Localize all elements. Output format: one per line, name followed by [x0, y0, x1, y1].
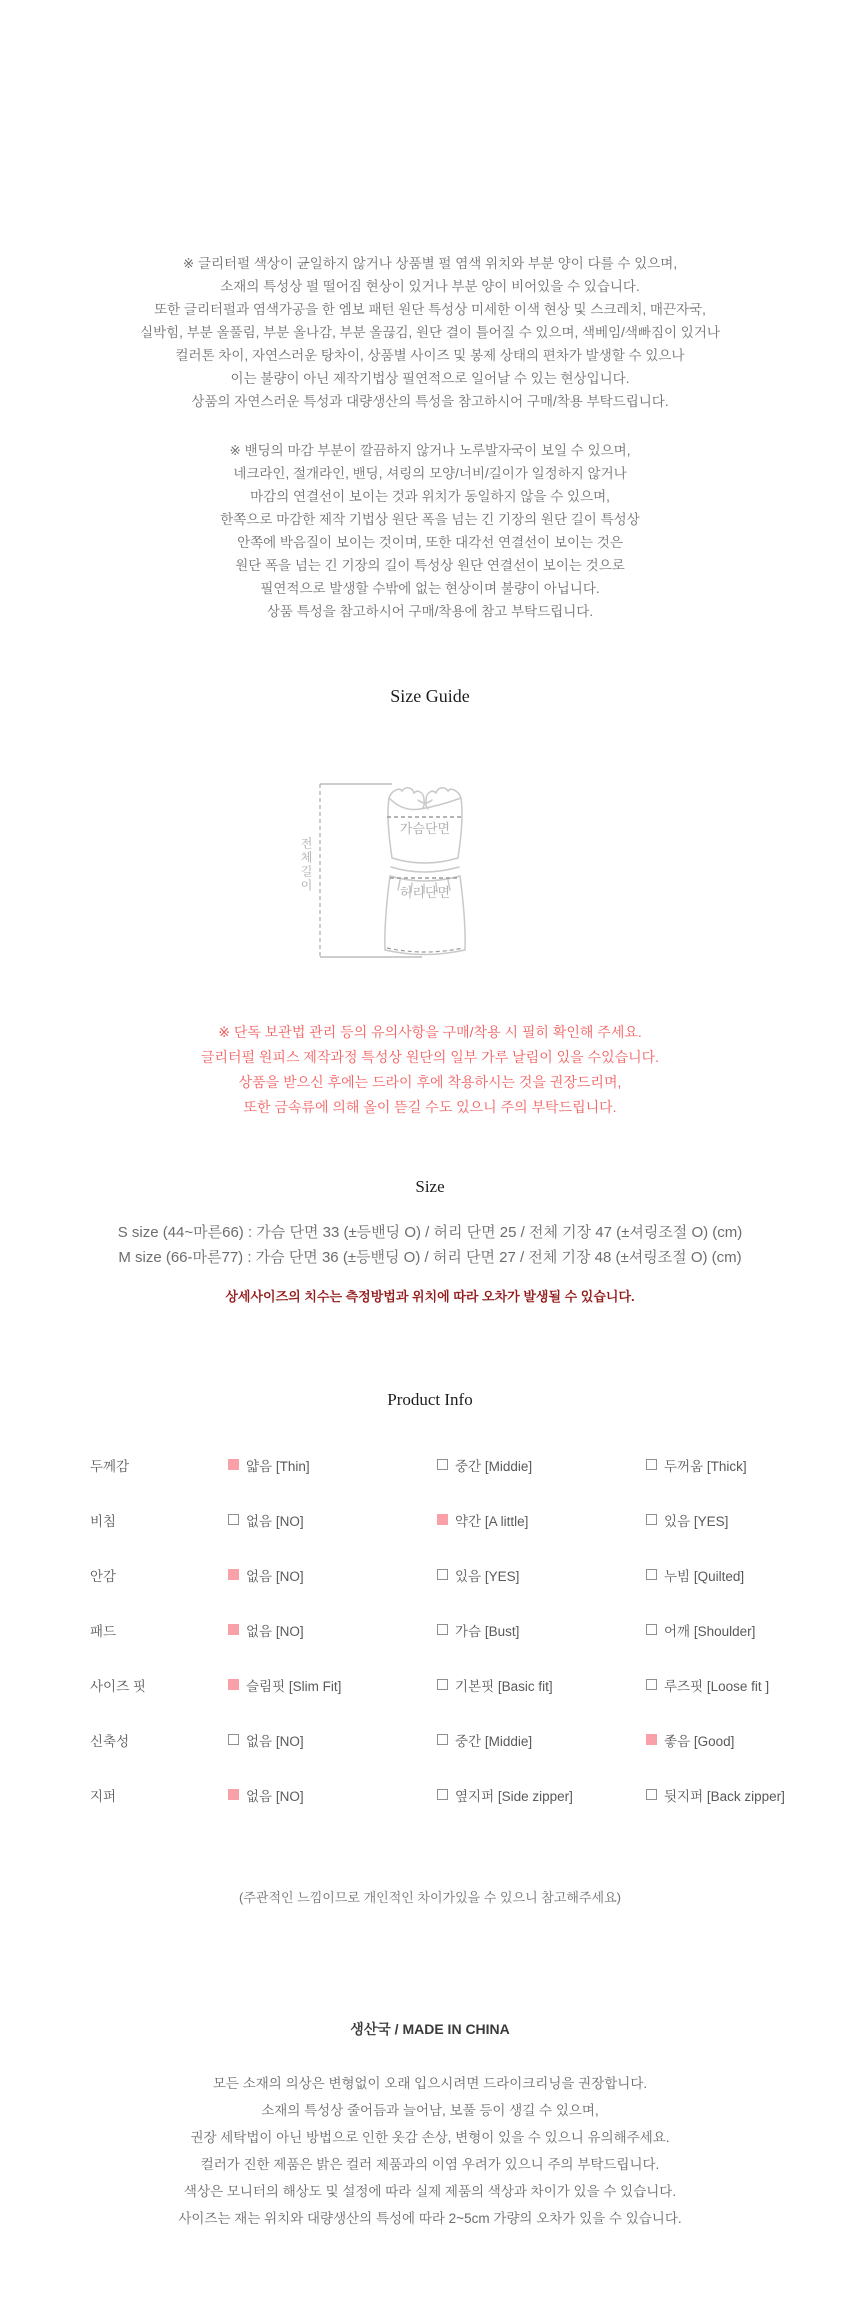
option-cell	[646, 1510, 860, 1530]
care-footer-line: 색상은 모니터의 해상도 및 설정에 따라 실제 제품의 색상과 차이가 있을 수 있습니다.	[183, 2184, 677, 2199]
table-row	[90, 1437, 860, 1492]
checkbox-icon	[228, 1734, 239, 1745]
notice-line: 컬러톤 차이, 자연스러운 탕차이, 상품별 사이즈 및 봉제 상태의 편차가 발생할 수 있으나	[175, 348, 685, 363]
size-tolerance-warning: 상세사이즈의 치수는 측정방법과 위치에 따라 오차가 발생될 수 있습니다.	[225, 1289, 635, 1304]
notice-line: 이는 불량이 아닌 제작기법상 필연적으로 일어날 수 있는 현상입니다.	[230, 371, 630, 386]
option-cell	[646, 1620, 860, 1640]
checkbox-icon	[228, 1789, 239, 1800]
option-label: 누빔 [Quilted]	[664, 1568, 745, 1584]
option-label: 약간 [A little]	[455, 1513, 529, 1529]
option-cell	[646, 1455, 860, 1475]
option-label: 얇음 [Thin]	[246, 1458, 310, 1474]
checkbox-icon	[646, 1789, 657, 1800]
table-row	[90, 1712, 860, 1767]
option-cell	[228, 1730, 437, 1750]
option-cell	[228, 1565, 437, 1585]
dress-outline	[385, 788, 465, 955]
option-cell	[646, 1565, 860, 1585]
option-label: 뒷지퍼 [Back zipper]	[664, 1788, 785, 1804]
total-length-label: 전체길이	[299, 837, 313, 893]
size-spec-m: M size (66-마른77) : 가슴 단면 36 (±등밴딩 O) / 허리 단면 27 / 전체 기장 48 (±셔링조절 O) (cm)	[118, 1249, 742, 1266]
bust-label: 가슴단면	[399, 821, 451, 836]
row-label: 신축성	[90, 1733, 130, 1749]
row-label: 사이즈 핏	[90, 1678, 146, 1694]
option-cell	[437, 1620, 646, 1640]
table-row	[90, 1492, 860, 1547]
option-label: 기본핏 [Basic fit]	[455, 1678, 553, 1694]
option-label: 루즈핏 [Loose fit ]	[664, 1678, 770, 1694]
option-label: 중간 [Middie]	[455, 1733, 533, 1749]
notice-line: 또한 글리터펄과 염색가공을 한 엠보 패턴 원단 특성상 미세한 이색 현상 및 스크레치, 매끈자국,	[154, 302, 706, 317]
care-warning-line: ※ 단독 보관법 관리 등의 유의사항을 구매/착용 시 필히 확인해 주세요.	[218, 1024, 642, 1040]
notice-line: 원단 폭을 넘는 긴 기장의 길이 특성상 원단 연결선이 보이는 것으로	[235, 558, 625, 573]
care-footer-line: 권장 세탁법이 아닌 방법으로 인한 옷감 손상, 변형이 있을 수 있으니 유의해주세요.	[190, 2130, 670, 2145]
table-row	[90, 1602, 860, 1657]
option-label: 옆지퍼 [Side zipper]	[455, 1788, 573, 1804]
option-cell	[437, 1785, 646, 1805]
option-cell	[228, 1510, 437, 1530]
care-warning-line: 또한 금속류에 의해 올이 뜯길 수도 있으니 주의 부탁드립니다.	[243, 1099, 617, 1115]
dress-diagram-svg	[300, 777, 510, 962]
option-label: 없음 [NO]	[246, 1623, 304, 1639]
notice-line: ※ 글리터펄 색상이 균일하지 않거나 상품별 펄 염색 위치와 부분 양이 다를 수 있으며,	[182, 256, 678, 271]
care-warning	[0, 1020, 860, 1120]
product-info-title: Product Info	[387, 1390, 473, 1409]
checkbox-icon	[437, 1734, 448, 1745]
size-specs	[0, 1220, 860, 1270]
glitter-notice	[0, 0, 860, 413]
waist-label: 허리단면	[399, 885, 451, 900]
option-cell	[437, 1510, 646, 1530]
option-cell	[228, 1675, 437, 1695]
option-cell	[646, 1785, 860, 1805]
option-label: 없음 [NO]	[246, 1568, 304, 1584]
row-label: 두께감	[90, 1458, 130, 1474]
care-warning-line: 상품을 받으신 후에는 드라이 후에 착용하시는 것을 권장드리며,	[238, 1074, 622, 1090]
notice-line: 상품의 자연스러운 특성과 대량생산의 특성을 참고하시어 구매/착용 부탁드립니다.	[191, 394, 669, 409]
option-label: 중간 [Middie]	[455, 1458, 533, 1474]
size-guide-title: Size Guide	[390, 686, 470, 706]
origin-title: 생산국 / MADE IN CHINA	[350, 2021, 510, 2037]
row-label: 안감	[90, 1568, 117, 1584]
checkbox-icon	[437, 1624, 448, 1635]
checkbox-icon	[646, 1459, 657, 1470]
checkbox-icon	[437, 1514, 448, 1525]
product-info-table	[90, 1437, 860, 1822]
subjective-note: (주관적인 느낌이므로 개인적인 차이가있을 수 있으니 참고해주세요)	[239, 1890, 621, 1905]
option-cell	[437, 1455, 646, 1475]
option-label: 슬림핏 [Slim Fit]	[246, 1678, 342, 1694]
care-footer	[0, 2070, 860, 2317]
option-label: 없음 [NO]	[246, 1513, 304, 1529]
notice-line: 네크라인, 절개라인, 밴딩, 셔링의 모양/너비/길이가 일정하지 않거나	[233, 466, 627, 481]
checkbox-icon	[437, 1789, 448, 1800]
notice-line: 실박힘, 부분 올풀림, 부분 올나감, 부분 올끊김, 원단 결이 틀어질 수 있으며, 색베임/색빠짐이 있거나	[140, 325, 720, 340]
option-label: 어깨 [Shoulder]	[664, 1623, 756, 1639]
checkbox-icon	[646, 1624, 657, 1635]
hem-dash-line	[387, 948, 463, 952]
table-row	[90, 1657, 860, 1712]
care-footer-line: 모든 소재의 의상은 변형없이 오래 입으시려면 드라이크리닝을 권장합니다.	[212, 2076, 648, 2091]
option-cell	[437, 1675, 646, 1695]
option-label: 좋음 [Good]	[664, 1733, 735, 1749]
checkbox-icon	[228, 1624, 239, 1635]
option-label: 없음 [NO]	[246, 1788, 304, 1804]
checkbox-icon	[646, 1734, 657, 1745]
checkbox-icon	[437, 1459, 448, 1470]
size-guide-diagram	[0, 777, 860, 962]
option-label: 가슴 [Bust]	[455, 1623, 520, 1639]
option-cell	[437, 1565, 646, 1585]
table-row	[90, 1767, 860, 1822]
option-label: 두꺼움 [Thick]	[664, 1458, 747, 1474]
banding-notice	[0, 439, 860, 623]
checkbox-icon	[646, 1514, 657, 1525]
option-label: 없음 [NO]	[246, 1733, 304, 1749]
checkbox-icon	[646, 1679, 657, 1690]
size-title: Size	[415, 1177, 445, 1196]
option-cell	[437, 1730, 646, 1750]
size-spec-s: S size (44~마른66) : 가슴 단면 33 (±등밴딩 O) / 허리 단면 25 / 전체 기장 47 (±셔링조절 O) (cm)	[117, 1224, 743, 1241]
option-cell	[228, 1455, 437, 1475]
checkbox-icon	[228, 1459, 239, 1470]
care-footer-line: 소재의 특성상 줄어듬과 늘어남, 보풀 등이 생길 수 있으며,	[261, 2103, 599, 2118]
row-label: 패드	[90, 1623, 117, 1639]
row-label: 지퍼	[90, 1788, 117, 1804]
option-cell	[228, 1785, 437, 1805]
checkbox-icon	[228, 1679, 239, 1690]
row-label: 비침	[90, 1513, 117, 1529]
notice-line: ※ 밴딩의 마감 부분이 깔끔하지 않거나 노루발자국이 보일 수 있으며,	[229, 443, 631, 458]
care-footer-line: 컬러가 진한 제품은 밝은 컬러 제품과의 이염 우려가 있으니 주의 부탁드립니다.	[200, 2157, 660, 2172]
checkbox-icon	[228, 1569, 239, 1580]
checkbox-icon	[646, 1569, 657, 1580]
notice-line: 마감의 연결선이 보이는 것과 위치가 동일하지 않을 수 있으며,	[250, 489, 610, 504]
notice-line: 소재의 특성상 펄 떨어짐 현상이 있거나 부분 양이 비어있을 수 있습니다.	[220, 279, 640, 294]
notice-line: 필연적으로 발생할 수밖에 없는 현상이며 불량이 아닙니다.	[260, 581, 600, 596]
option-label: 있음 [YES]	[455, 1568, 520, 1584]
option-label: 있음 [YES]	[664, 1513, 729, 1529]
notice-line: 안쪽에 박음질이 보이는 것이며, 또한 대각선 연결선이 보이는 것은	[237, 535, 623, 550]
checkbox-icon	[437, 1679, 448, 1690]
checkbox-icon	[437, 1569, 448, 1580]
notice-line: 한쪽으로 마감한 제작 기법상 원단 폭을 넘는 긴 기장의 원단 길이 특성상	[220, 512, 640, 527]
option-cell	[646, 1675, 860, 1695]
checkbox-icon	[228, 1514, 239, 1525]
care-warning-line: 글리터펄 원피스 제작과정 특성상 원단의 일부 가루 날림이 있을 수있습니다.	[200, 1049, 660, 1065]
table-row	[90, 1547, 860, 1602]
care-footer-line: 사이즈는 재는 위치와 대량생산의 특성에 따라 2~5cm 가량의 오차가 있을 수 있습니다.	[178, 2211, 682, 2226]
option-cell	[228, 1620, 437, 1640]
option-cell	[646, 1730, 860, 1750]
notice-line: 상품 특성을 참고하시어 구매/착용에 참고 부탁드립니다.	[266, 604, 594, 619]
